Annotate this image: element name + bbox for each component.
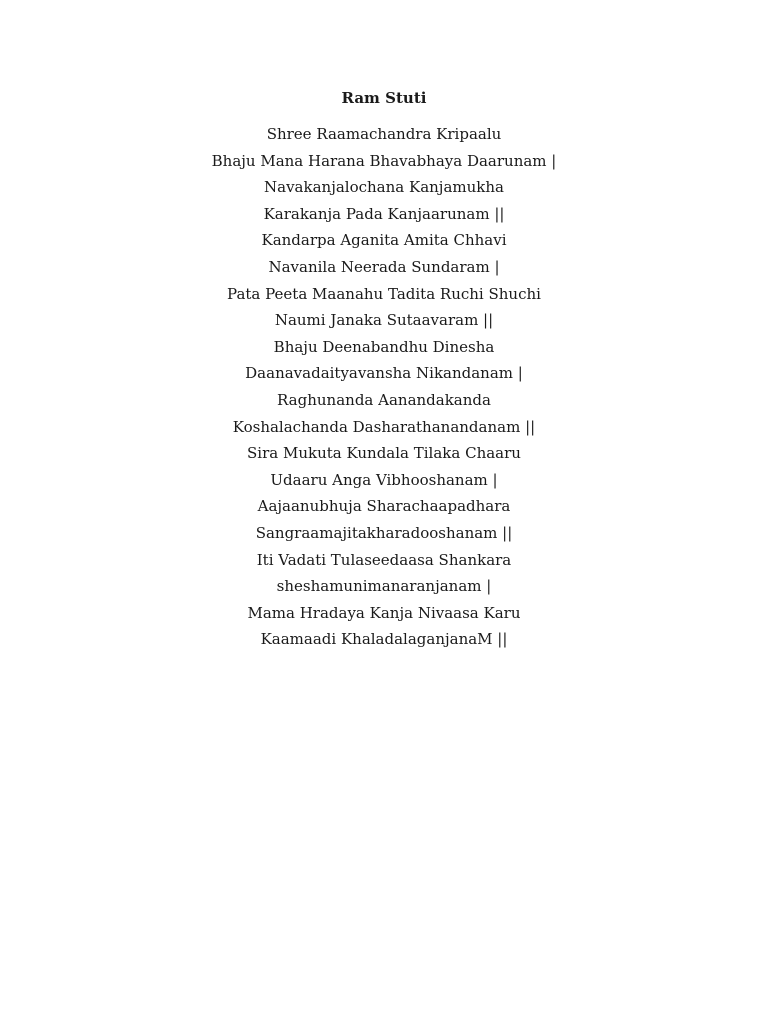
verse-line: Sangraamajitakharadooshanam || xyxy=(255,523,513,542)
verse-line: Bhaju Deenabandhu Dinesha xyxy=(273,337,495,356)
verse-line: Raghunanda Aanandakanda xyxy=(277,390,491,409)
verse-line: Iti Vadati Tulaseedaasa Shankara xyxy=(256,550,512,569)
verse-line: Bhaju Mana Harana Bhavabhaya Daarunam | xyxy=(211,151,557,170)
verse-line: Shree Raamachandra Kripaalu xyxy=(266,125,502,143)
verse-line: Navakanjalochana Kanjamukha xyxy=(264,178,504,197)
verse-line: Pata Peeta Maanahu Tadita Ruchi Shuchi xyxy=(227,284,541,303)
verse-line: Daanavadaityavansha Nikandanam | xyxy=(245,364,523,383)
verse-line: Karakanja Pada Kanjaarunam || xyxy=(263,204,505,223)
document-title: Ram Stuti xyxy=(341,89,427,107)
verse-line: Mama Hradaya Kanja Nivaasa Karu xyxy=(247,603,521,622)
verse-line: Naumi Janaka Sutaavaram || xyxy=(274,311,494,330)
verse-line: Koshalachanda Dasharathanandanam || xyxy=(232,417,536,436)
verse-line: Kandarpa Aganita Amita Chhavi xyxy=(261,231,507,250)
verse-line: Udaaru Anga Vibhooshanam | xyxy=(270,470,498,489)
verse-line: Navanila Neerada Sundaram | xyxy=(268,257,500,276)
verse-line: sheshamunimanaranjanam | xyxy=(276,577,492,596)
verse-line: Aajaanubhuja Sharachaapadhara xyxy=(257,497,511,516)
verse-line: Kaamaadi KhaladalaganjanaM || xyxy=(260,630,508,649)
verse-line: Sira Mukuta Kundala Tilaka Chaaru xyxy=(247,444,521,463)
verse-list xyxy=(0,121,768,653)
